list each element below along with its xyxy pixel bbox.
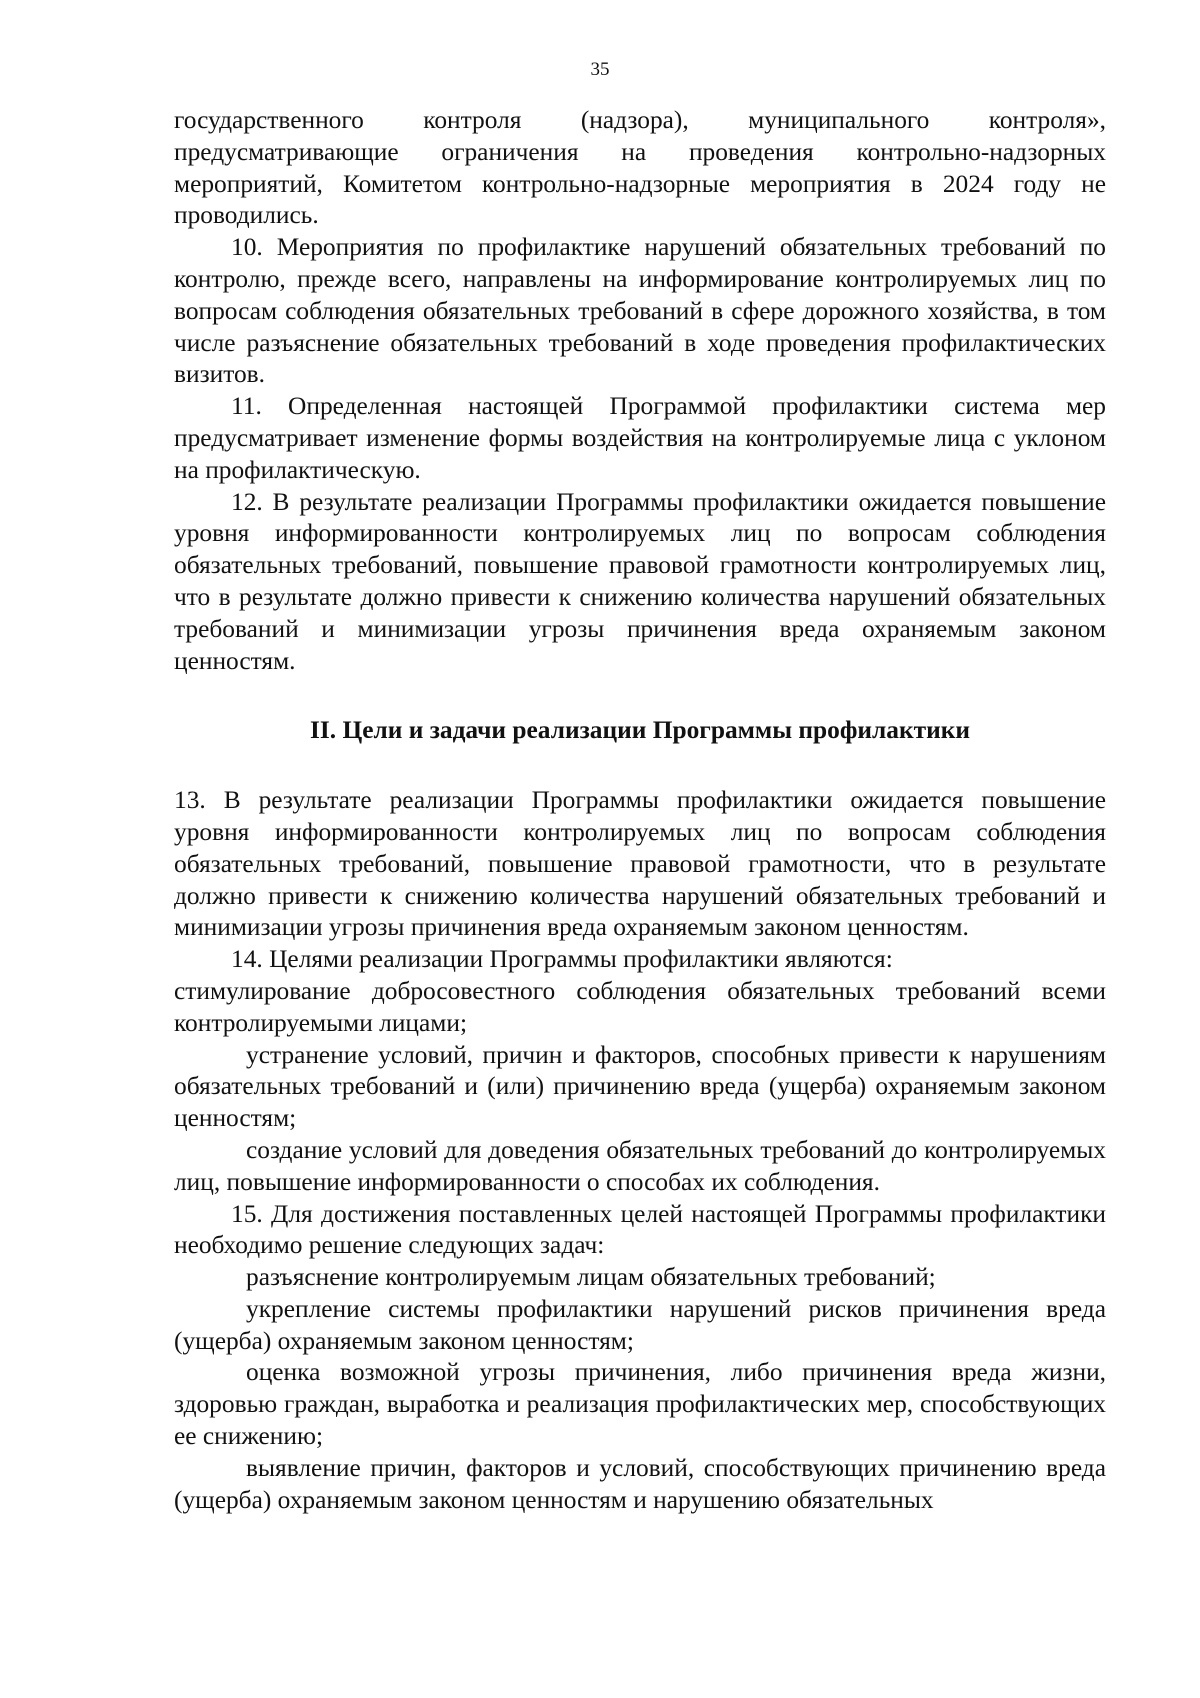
goal-item-2: устранение условий, причин и факторов, способных привести к нарушениям обязательных требований и (или) причинению вреда (ущерба) охраняемым законом ценностям;: [174, 1040, 1106, 1133]
task-item-2: укрепление системы профилактики нарушений рисков причинения вреда (ущерба) охраняемым законом ценностям;: [174, 1294, 1106, 1355]
page-number: 35: [590, 59, 610, 80]
goal-item-1: стимулирование добросовестного соблюдения обязательных требований всеми контролируемыми лицами;: [174, 976, 1106, 1037]
paragraph-13: 13. В результате реализации Программы профилактики ожидается повышение уровня информированности контролируемых лиц по вопросам соблюдения обязательных требований, повышение правовой грамотности, что в результате должно привести к снижению количества нарушений обязательных требований и минимизации угрозы причинения вреда охраняемым законом ценностям.: [174, 786, 1106, 942]
paragraph-continuation: государственного контроля (надзора), муниципального контроля», предусматривающие ограничения на проведения контрольно-надзорных мероприятий, Комитетом контрольно-надзорные мероприятия в 2024 году не проводились.: [174, 106, 1106, 230]
task-item-4: выявление причин, факторов и условий, способствующих причинению вреда (ущерба) охраняемым законом ценностям и нарушению обязательных: [174, 1453, 1106, 1514]
paragraph-15: 15. Для достижения поставленных целей настоящей Программы профилактики необходимо решение следующих задач:: [174, 1199, 1106, 1260]
paragraph-12: 12. В результате реализации Программы профилактики ожидается повышение уровня информированности контролируемых лиц по вопросам соблюдения обязательных требований, повышение правовой грамотности контролируемых лиц, что в результате должно привести к снижению количества нарушений обязательных требований и минимизации угрозы причинения вреда охраняемым законом ценностям.: [174, 487, 1106, 675]
paragraph-14: 14. Целями реализации Программы профилактики являются:: [231, 945, 893, 974]
task-item-3: оценка возможной угрозы причинения, либо причинения вреда жизни, здоровью граждан, выработка и реализация профилактических мер, способствующих ее снижению;: [174, 1358, 1106, 1451]
paragraph-11: 11. Определенная настоящей Программой профилактики система мер предусматривает изменение формы воздействия на контролируемые лица с уклоном на профилактическую.: [174, 392, 1106, 484]
section-heading: II. Цели и задачи реализации Программы профилактики: [310, 716, 970, 745]
task-item-1: разъяснение контролируемым лицам обязательных требований;: [246, 1263, 936, 1292]
paragraph-10: 10. Мероприятия по профилактике нарушений обязательных требований по контролю, прежде всего, направлены на информирование контролируемых лиц по вопросам соблюдения обязательных требований в сфере дорожного хозяйства, в том числе разъяснение обязательных требований в ходе проведения профилактических визитов.: [174, 233, 1106, 389]
document-body: [174, 105, 1106, 1516]
goal-item-3: создание условий для доведения обязательных требований до контролируемых лиц, повышение информированности о способах их соблюдения.: [174, 1135, 1106, 1196]
